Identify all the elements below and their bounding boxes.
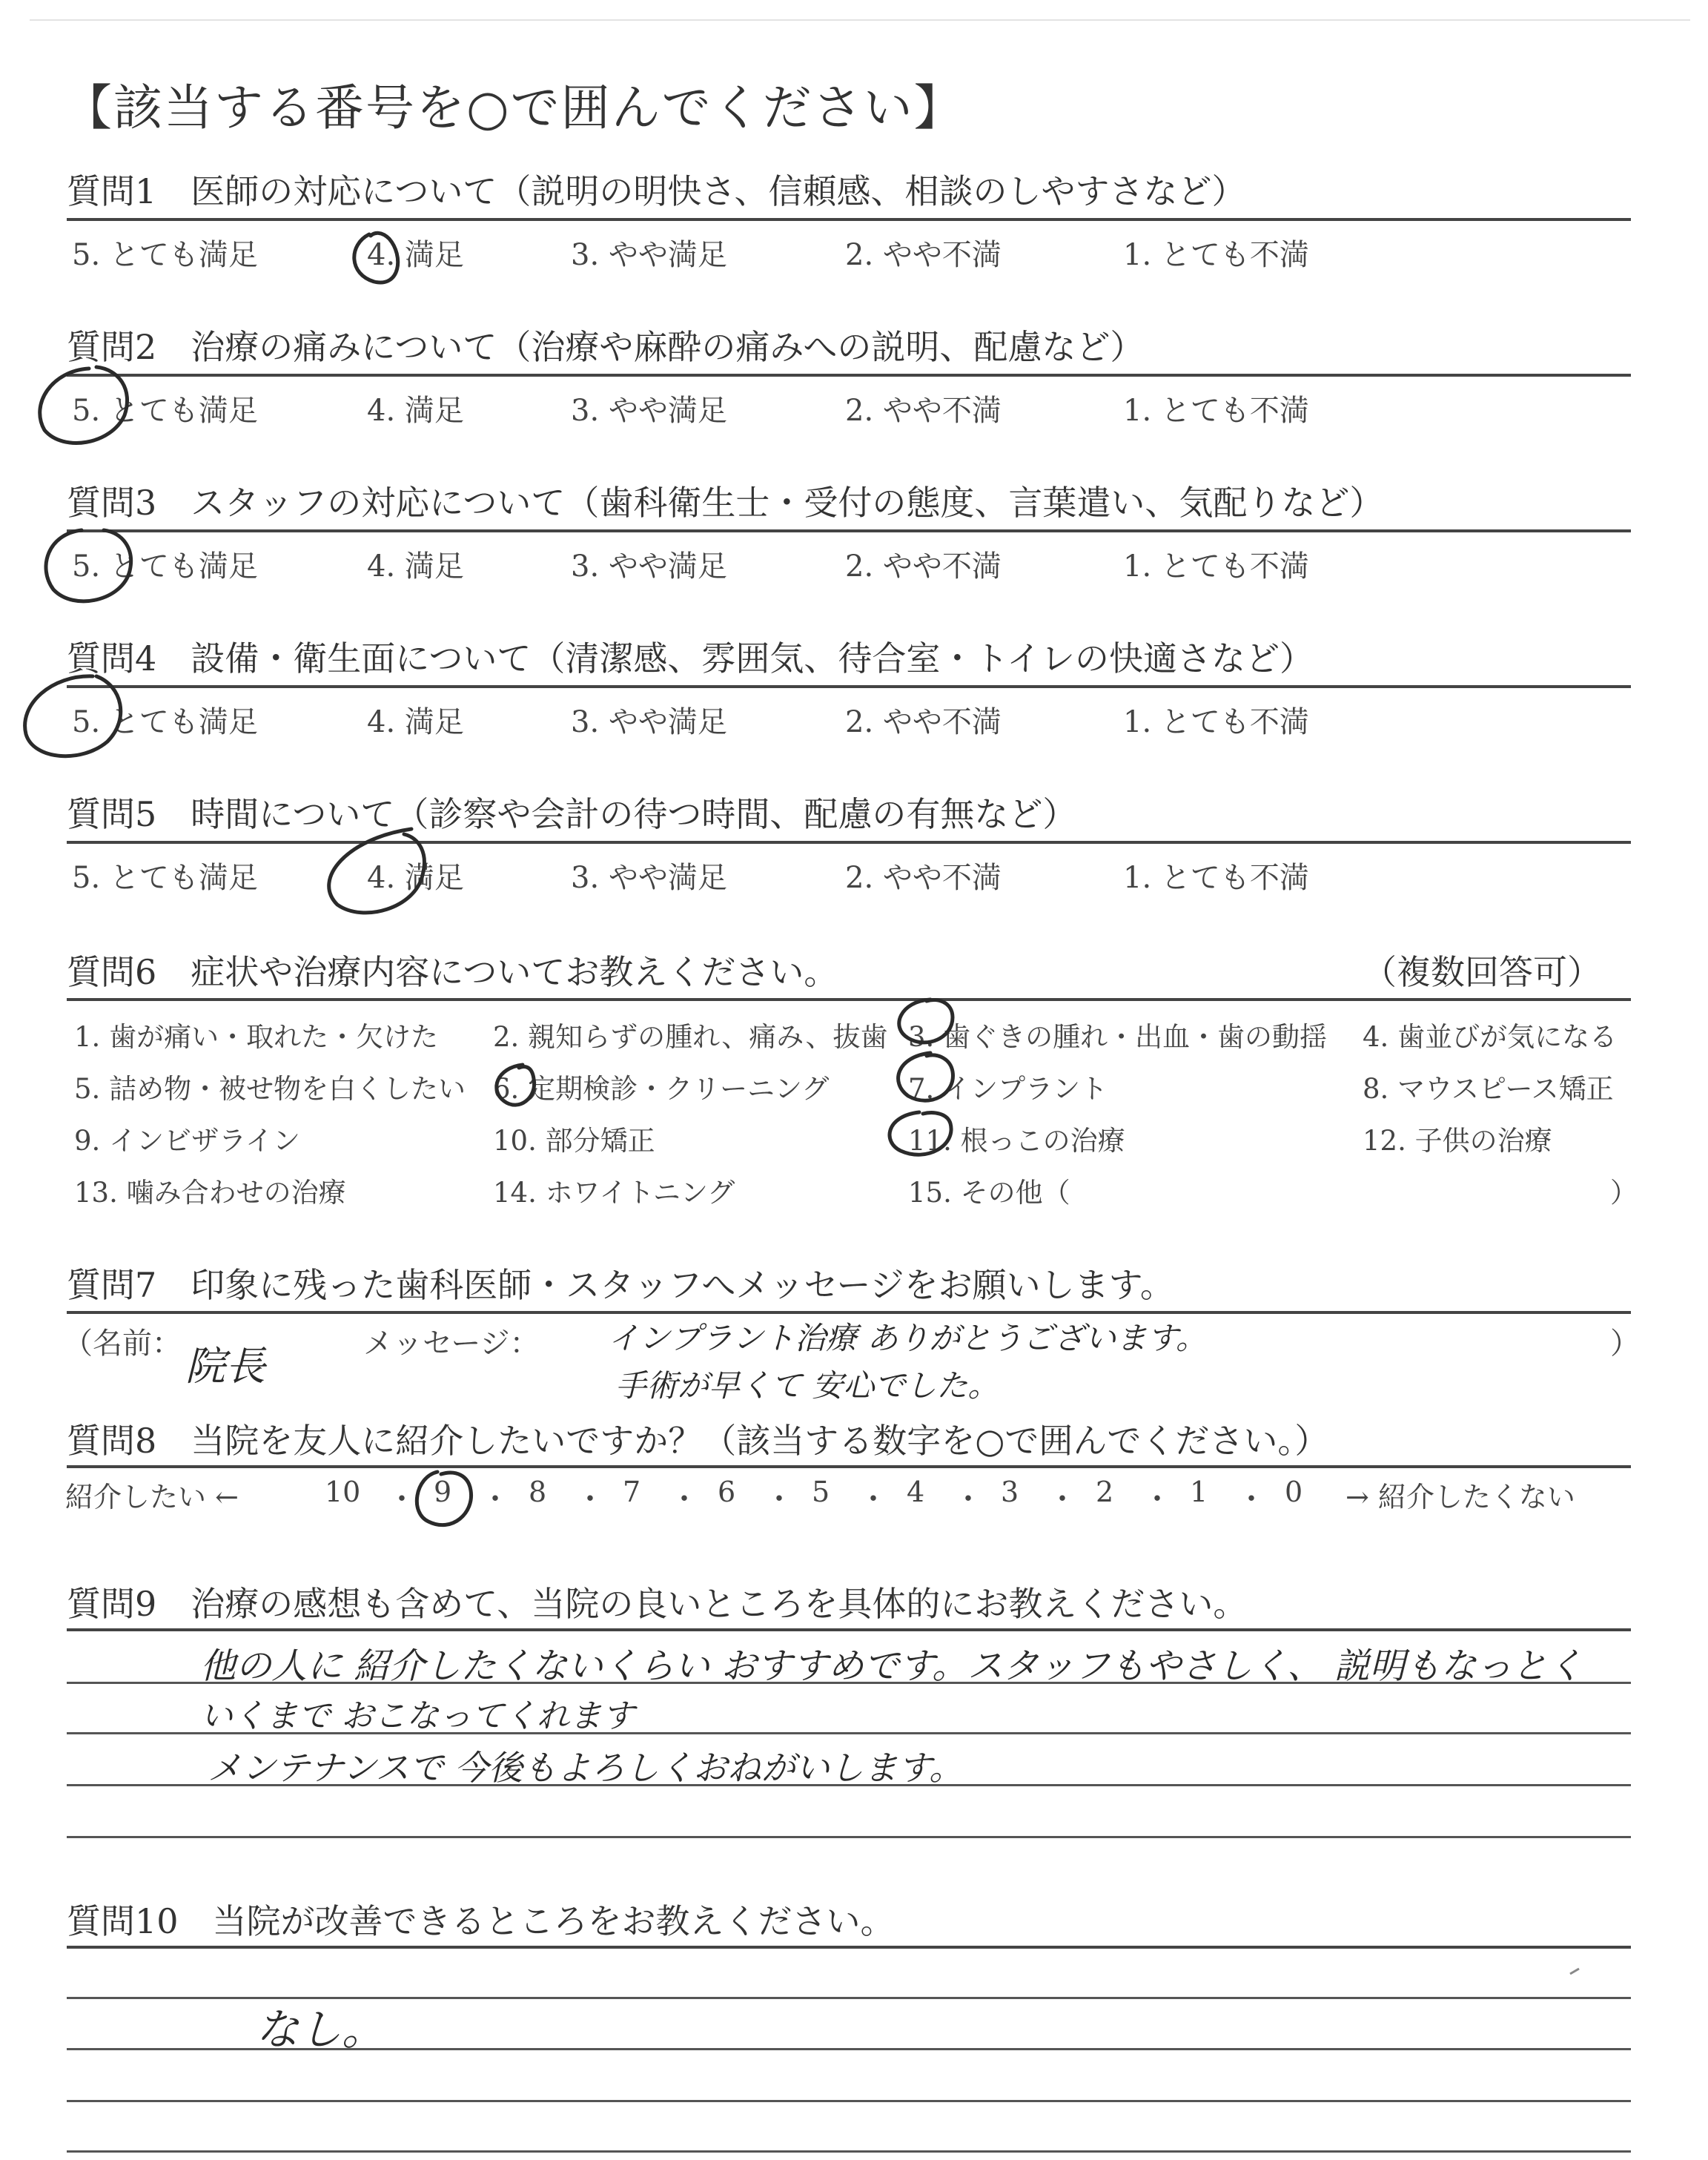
q2-option-3[interactable]: 3. やや満足 xyxy=(571,394,727,428)
q6-answer-circle-7 xyxy=(898,1053,953,1100)
q8-scale-9[interactable]: 9 xyxy=(434,1476,452,1508)
q6-item-14[interactable]: 14. ホワイトニング xyxy=(493,1177,735,1209)
q6-item-8[interactable]: 8. マウスピース矯正 xyxy=(1363,1073,1614,1105)
q8-scale-8[interactable]: 8 xyxy=(529,1476,547,1508)
q10-answer-handwritten[interactable]: なし。 xyxy=(256,2004,385,2055)
q7-message-line-1[interactable]: インプラント治療 ありがとうございます。 xyxy=(608,1320,1207,1356)
q5-option-5[interactable]: 5. とても満足 xyxy=(72,861,258,895)
q4-title: 質問4 設備・衛生面について（清潔感、雰囲気、待合室・トイレの快適さなど） xyxy=(67,638,1314,678)
q4-option-2[interactable]: 2. やや不満 xyxy=(845,705,1002,739)
q6-item-15[interactable]: 15. その他（ xyxy=(908,1177,1070,1209)
q9-answer-line-3[interactable]: メンテナンスで 今後もよろしくおねがいします。 xyxy=(208,1748,964,1788)
q3-option-1[interactable]: 1. とても不満 xyxy=(1123,549,1309,584)
q8-separator: ・ xyxy=(858,1482,888,1516)
q1-answer-circle xyxy=(354,233,398,283)
q5-title: 質問5 時間について（診察や会計の待つ時間、配慮の有無など） xyxy=(67,794,1077,834)
q2-option-1[interactable]: 1. とても不満 xyxy=(1123,394,1309,428)
q3-answer-circle xyxy=(46,530,131,601)
q8-scale-6[interactable]: 6 xyxy=(718,1476,736,1508)
q8-scale-4[interactable]: 4 xyxy=(907,1476,925,1508)
q8-separator: ・ xyxy=(764,1482,794,1516)
q6-answer-circle-11 xyxy=(890,1112,951,1155)
q6-item-11[interactable]: 11. 根っこの治療 xyxy=(908,1125,1125,1157)
q8-separator: ・ xyxy=(669,1482,699,1516)
q1-option-3[interactable]: 3. やや満足 xyxy=(571,238,727,272)
q5-option-4[interactable]: 4. 満足 xyxy=(367,861,464,895)
q1-option-2[interactable]: 2. やや不満 xyxy=(845,238,1002,272)
q6-item-3[interactable]: 3. 歯ぐきの腫れ・出血・歯の動揺 xyxy=(908,1021,1328,1053)
q3-option-4[interactable]: 4. 満足 xyxy=(367,549,464,584)
q8-separator: ・ xyxy=(575,1482,605,1516)
q6-item-12[interactable]: 12. 子供の治療 xyxy=(1363,1125,1552,1157)
q6-item-1[interactable]: 1. 歯が痛い・取れた・欠けた xyxy=(74,1021,439,1053)
q3-option-5[interactable]: 5. とても満足 xyxy=(72,549,258,584)
q8-title: 質問8 当院を友人に紹介したいですか？（該当する数字を○で囲んでください。） xyxy=(67,1421,1329,1461)
q8-scale-5[interactable]: 5 xyxy=(812,1476,830,1508)
q8-scale-2[interactable]: 2 xyxy=(1096,1476,1114,1508)
q4-option-5[interactable]: 5. とても満足 xyxy=(72,705,258,739)
q8-answer-circle xyxy=(417,1472,471,1525)
q5-option-3[interactable]: 3. やや満足 xyxy=(571,861,727,895)
pen-mark xyxy=(1570,1969,1579,1974)
q8-scale-1[interactable]: 1 xyxy=(1190,1476,1208,1508)
q2-option-5[interactable]: 5. とても満足 xyxy=(72,394,258,428)
q10-title: 質問10 当院が改善できるところをお教えください。 xyxy=(67,1901,895,1941)
q6-item-4[interactable]: 4. 歯並びが気になる xyxy=(1363,1021,1618,1053)
q8-scale-7[interactable]: 7 xyxy=(623,1476,641,1508)
q9-answer-line-1[interactable]: 他の人に 紹介したくないくらい おすすめです。スタッフもやさしく、 説明もなっとく xyxy=(200,1645,1583,1687)
q1-option-1[interactable]: 1. とても不満 xyxy=(1123,238,1309,272)
q8-scale-10[interactable]: 10 xyxy=(325,1476,361,1508)
q2-option-4[interactable]: 4. 満足 xyxy=(367,394,464,428)
q8-scale-0[interactable]: 0 xyxy=(1285,1476,1303,1508)
q6-item-10[interactable]: 10. 部分矯正 xyxy=(493,1125,655,1157)
q8-scale-3[interactable]: 3 xyxy=(1001,1476,1019,1508)
q6-other-close-paren: ） xyxy=(1610,1177,1638,1209)
q4-option-3[interactable]: 3. やや満足 xyxy=(571,705,727,739)
q7-close-paren: ） xyxy=(1610,1327,1640,1361)
q9-answer-line-2[interactable]: いくまで おこなってくれます xyxy=(200,1697,635,1735)
q3-option-3[interactable]: 3. やや満足 xyxy=(571,549,727,584)
q6-title: 質問6 症状や治療内容についてお教えください。 xyxy=(67,952,838,992)
q3-title: 質問3 スタッフの対応について（歯科衛生士・受付の態度、言葉遣い、気配りなど） xyxy=(67,483,1384,523)
q6-item-9[interactable]: 9. インビザライン xyxy=(74,1125,300,1157)
q8-separator: ・ xyxy=(480,1482,510,1516)
q9-title: 質問9 治療の感想も含めて、当院の良いところを具体的にお教えください。 xyxy=(67,1584,1248,1624)
q7-message-line-2[interactable]: 手術が早くて 安心でした。 xyxy=(615,1367,999,1404)
q8-separator: ・ xyxy=(1237,1482,1266,1516)
q2-title: 質問2 治療の痛みについて（治療や麻酔の痛みへの説明、配慮など） xyxy=(67,327,1145,367)
q6-item-6[interactable]: 6. 定期検診・クリーニング xyxy=(493,1073,830,1105)
q6-item-2[interactable]: 2. 親知らずの腫れ、痛み、抜歯 xyxy=(493,1021,888,1053)
q5-option-2[interactable]: 2. やや不満 xyxy=(845,861,1002,895)
q2-answer-circle xyxy=(40,367,128,443)
q4-option-4[interactable]: 4. 満足 xyxy=(367,705,464,739)
q6-answer-circle-6 xyxy=(497,1065,534,1105)
q1-option-4[interactable]: 4. 満足 xyxy=(367,238,464,272)
q4-option-1[interactable]: 1. とても不満 xyxy=(1123,705,1309,739)
q1-title: 質問1 医師の対応について（説明の明快さ、信頼感、相談のしやすさなど） xyxy=(67,171,1246,211)
q1-option-5[interactable]: 5. とても満足 xyxy=(72,238,258,272)
q5-answer-circle xyxy=(329,829,425,913)
q7-message-label: メッセージ： xyxy=(363,1327,540,1361)
q8-separator: ・ xyxy=(387,1482,417,1516)
q6-item-13[interactable]: 13. 噛み合わせの治療 xyxy=(74,1177,346,1209)
q6-note: （複数回答可） xyxy=(1363,952,1601,992)
q8-separator: ・ xyxy=(953,1482,983,1516)
q4-answer-circle xyxy=(25,676,121,756)
q6-answer-circle-3 xyxy=(899,1000,953,1043)
q7-name-label: （名前： xyxy=(63,1327,182,1361)
q8-separator: ・ xyxy=(1047,1482,1077,1516)
q6-item-7[interactable]: 7. インプラント xyxy=(908,1073,1108,1105)
q7-name-handwritten[interactable]: 院長 xyxy=(185,1343,265,1390)
form-header: 【該当する番号を○で囲んでください】 xyxy=(63,79,964,136)
q3-option-2[interactable]: 2. やや不満 xyxy=(845,549,1002,584)
q7-title: 質問7 印象に残った歯科医師・スタッフへメッセージをお願いします。 xyxy=(67,1265,1174,1305)
q8-right-label: → 紹介したくない xyxy=(1345,1481,1575,1513)
q8-left-label: 紹介したい ← xyxy=(65,1481,239,1513)
q8-separator: ・ xyxy=(1142,1482,1172,1516)
q2-option-2[interactable]: 2. やや不満 xyxy=(845,394,1002,428)
q6-item-5[interactable]: 5. 詰め物・被せ物を白くしたい xyxy=(74,1073,466,1105)
q5-option-1[interactable]: 1. とても不満 xyxy=(1123,861,1309,895)
